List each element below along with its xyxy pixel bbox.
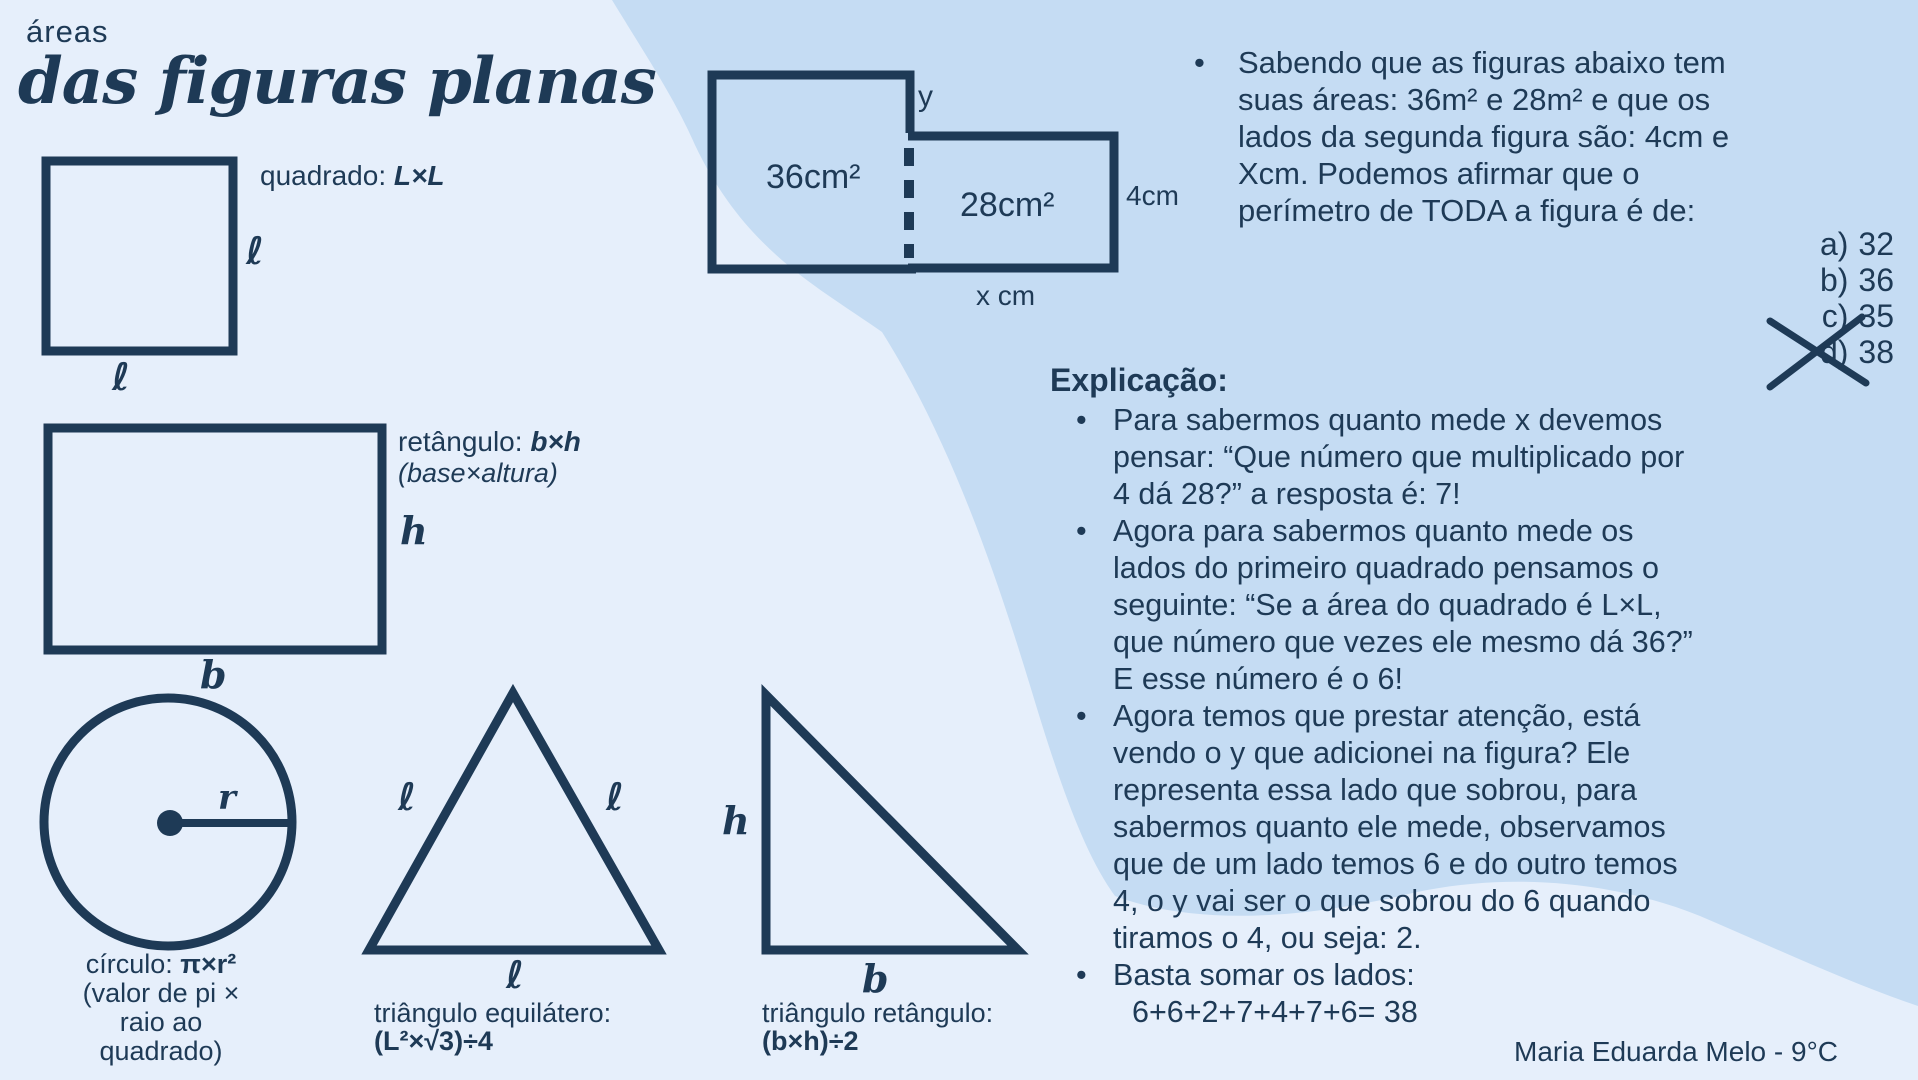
equilateral-side-right-label: ℓ [606,774,624,819]
option-a [1820,226,1894,262]
page-title: das figuras planas [18,44,656,119]
rectangle-caption [398,426,581,458]
right-triangle-height-label: h [722,798,750,843]
explanation-line: Basta somar os lados: [1113,958,1415,992]
square-caption [260,160,444,192]
option-c [1820,298,1894,334]
right-triangle-formula: (b×h)÷2 [762,1026,859,1056]
explanation-line: sabermos quanto ele mede, observamos [1113,810,1666,844]
option-a-key: a) [1819,226,1849,262]
sum-line: 6+6+2+7+4+7+6= 38 [1132,995,1418,1029]
bullet-icon: • [1194,45,1205,80]
option-c-value: 35 [1858,298,1894,334]
problem-line: Sabendo que as figuras abaixo tem [1238,45,1726,80]
circle-radius-label: r [218,778,236,818]
composite-right-label: 4cm [1126,180,1179,211]
explanation-line: que número que vezes ele mesmo dá 36?” [1113,625,1693,659]
explanation-bullet-3 [1076,698,1693,957]
option-c-key: c) [1821,298,1849,334]
rectangle-formula: b×h [530,426,581,457]
problem-line: suas áreas: 36m² e 28m² e que os [1238,82,1711,117]
option-a-value: 32 [1858,226,1894,262]
explanation-line: que de um lado temos 6 e do outro temos [1113,847,1678,881]
circle-note-line1: (valor de pi × [82,978,240,1008]
square-side-bottom-label: ℓ [112,354,130,399]
composite-area-right-label: 28cm² [960,186,1055,224]
circle-caption [30,950,292,1066]
option-d-value: 38 [1858,334,1894,370]
bullet-lines [1113,513,1693,698]
explanation-bullet-1 [1076,402,1693,513]
explanation-line: E esse número é o 6! [1113,662,1403,696]
signature: Maria Eduarda Melo - 9°C [1514,1036,1838,1067]
problem-line: Xcm. Podemos afirmar que o [1238,156,1640,191]
bullet-lines [1113,402,1684,513]
composite-top-label: y [918,80,933,113]
right-triangle-base-label: b [862,956,889,1001]
explanation-line: tiramos o 4, ou seja: 2. [1113,921,1422,955]
explanation-line: Para sabermos quanto mede x devemos [1113,403,1663,437]
equilateral-formula: (L²×√3)÷4 [374,1026,493,1056]
explanation-line: 4, o y vai ser o que sobrou do 6 quando [1113,884,1651,918]
bullet-icon: • [1076,699,1087,733]
square-formula: L×L [393,160,445,191]
rectangle-shape [48,428,382,650]
option-b-key: b) [1819,262,1849,298]
equilateral-side-bottom-label: ℓ [506,952,524,997]
option-d-key: d) [1819,334,1849,370]
square-shape [46,161,233,351]
circle-label: círculo: [85,949,181,979]
explanation-bullet-2 [1076,513,1693,698]
square-side-right-label: ℓ [246,228,264,273]
option-d [1820,334,1894,370]
bullet-lines [1113,957,1415,994]
equilateral-side-left-label: ℓ [398,774,416,819]
problem-statement [1194,44,1729,229]
option-b [1820,262,1894,298]
square-label: quadrado: [260,160,394,191]
explanation-line: Agora temos que prestar atenção, está [1113,699,1641,733]
circle-formula: π×r² [180,949,237,979]
rectangle-subtitle: (base×altura) [398,458,558,488]
explanation-list [1076,402,1693,1031]
rectangle-height-label: h [400,508,428,553]
option-b-value: 36 [1858,262,1894,298]
composite-area-left-label: 36cm² [766,158,861,196]
rectangle-label: retângulo: [398,426,531,457]
circle-note-line3: quadrado) [99,1036,223,1066]
composite-bottom-label: x cm [976,280,1036,311]
explanation-bullet-4 [1076,957,1693,994]
explanation-line: Agora para sabermos quanto mede os [1113,514,1634,548]
explanation-line: seguinte: “Se a área do quadrado é L×L, [1113,588,1662,622]
equilateral-triangle-shape [369,693,659,950]
problem-line: lados da segunda figura são: 4cm e [1238,119,1730,154]
explanation-heading: Explicação: [1050,362,1228,398]
bullet-icon: • [1076,514,1087,548]
explanation-line: vendo o y que adicionei na figura? Ele [1113,736,1631,770]
explanation-line: 4 dá 28?” a resposta é: 7! [1113,477,1461,511]
problem-lines [1238,44,1729,229]
right-triangle-shape [766,695,1018,950]
explanation-line: pensar: “Que número que multiplicado por [1113,440,1685,474]
equilateral-caption: triângulo equilátero: [374,998,612,1028]
right-triangle-caption: triângulo retângulo: [762,998,994,1028]
bullet-icon: • [1076,958,1087,992]
answer-options [1820,226,1894,370]
bullet-icon: • [1076,403,1087,437]
explanation-line: lados do primeiro quadrado pensamos o [1113,551,1659,585]
circle-note-line2: raio ao [119,1007,203,1037]
page-pretitle: áreas [26,14,109,49]
rectangle-base-label: b [200,652,227,697]
explanation-line: representa essa lado que sobrou, para [1113,773,1637,807]
problem-line: perímetro de TODA a figura é de: [1238,193,1696,228]
bullet-lines [1113,698,1678,957]
